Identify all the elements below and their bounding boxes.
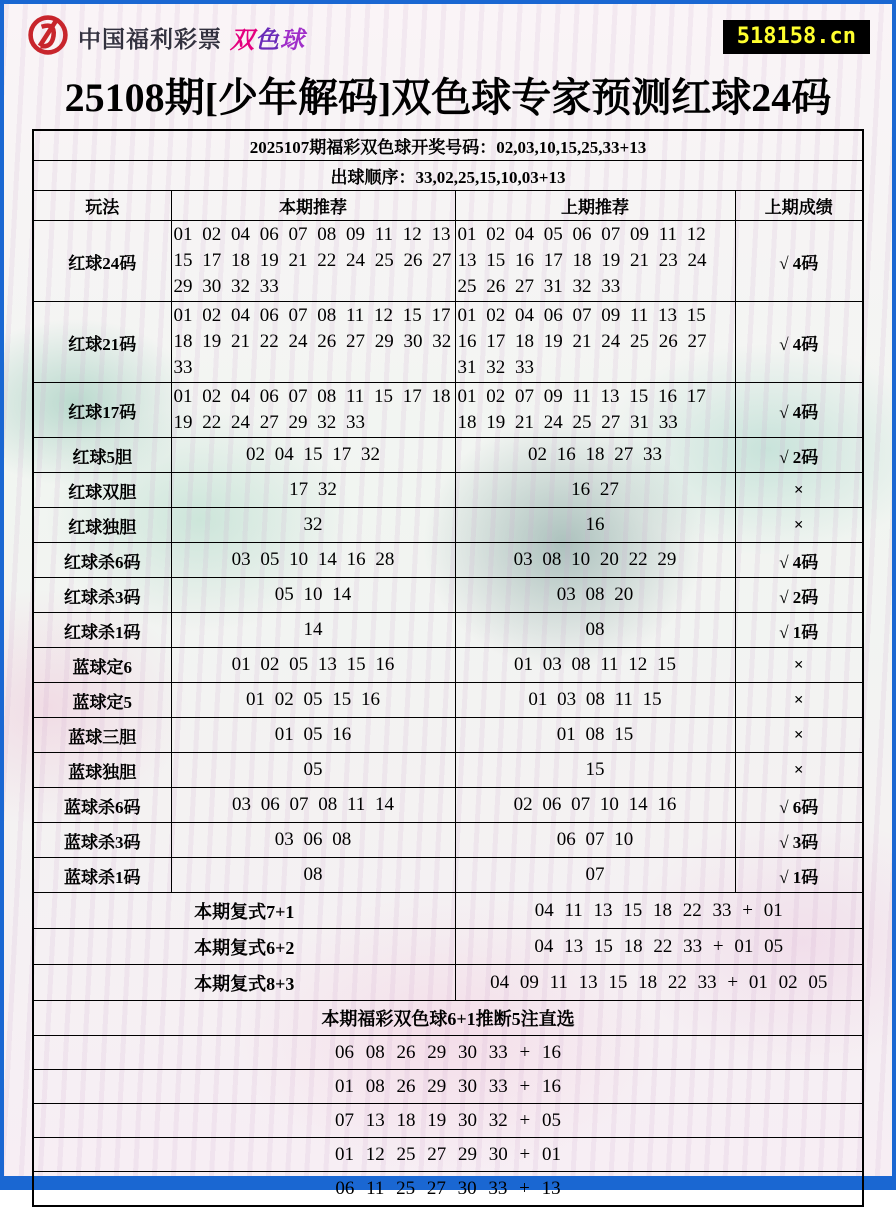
composite-value: 04 13 15 18 22 33 + 01 05 [455,929,863,965]
current-cell: 01 02 04 06 07 08 11 15 17 18 19 22 24 27 29 32 33 [171,383,455,438]
current-cell: 02 04 15 17 32 [171,438,455,473]
composite-value: 04 09 11 13 15 18 22 33 + 01 02 05 [455,965,863,1001]
previous-cell: 07 [455,858,735,893]
table-row [33,383,863,438]
previous-cell: 03 08 20 [455,578,735,613]
play-type-cell: 蓝球杀3码 [33,823,171,858]
play-type-cell: 蓝球定6 [33,648,171,683]
play-type-cell: 红球17码 [33,383,171,438]
play-type-cell: 红球双胆 [33,473,171,508]
result-cell: × [735,473,863,508]
table-row [33,613,863,648]
previous-cell: 02 06 07 10 14 16 [455,788,735,823]
result-cell: × [735,508,863,543]
result-cell: √ 6码 [735,788,863,823]
direct-numbers: 01 08 26 29 30 33 + 16 [33,1070,863,1104]
result-cell: × [735,753,863,788]
table-row [33,823,863,858]
header-previous: 上期推荐 [455,191,735,221]
direct-row [33,1138,863,1172]
composite-value: 04 11 13 15 18 22 33 + 01 [455,893,863,929]
composite-row [33,893,863,929]
current-cell: 05 [171,753,455,788]
draw-order-row [33,161,863,191]
table-row [33,543,863,578]
composite-row [33,965,863,1001]
table-row [33,753,863,788]
topbar [4,4,892,64]
direct-row [33,1036,863,1070]
previous-cell: 03 08 10 20 22 29 [455,543,735,578]
draw-result-row [33,130,863,161]
table-row [33,683,863,718]
play-type-cell: 蓝球杀1码 [33,858,171,893]
direct-numbers: 07 13 18 19 30 32 + 05 [33,1104,863,1138]
current-cell: 03 06 08 [171,823,455,858]
brand-char: 色 [255,26,280,54]
header-row [33,191,863,221]
current-cell: 03 06 07 08 11 14 [171,788,455,823]
result-cell: × [735,718,863,753]
logo-text: 中国福利彩票 [78,25,222,52]
result-cell: √ 4码 [735,383,863,438]
draw-order-text: 出球顺序：33,02,25,15,10,03+13 [33,161,863,191]
play-type-cell: 蓝球杀6码 [33,788,171,823]
result-cell: × [735,683,863,718]
previous-cell: 01 03 08 11 15 [455,683,735,718]
direct-numbers: 06 08 26 29 30 33 + 16 [33,1036,863,1070]
previous-cell: 06 07 10 [455,823,735,858]
current-cell: 17 32 [171,473,455,508]
result-cell: √ 1码 [735,613,863,648]
result-cell: × [735,648,863,683]
table-row [33,438,863,473]
play-type-cell: 红球杀6码 [33,543,171,578]
current-cell: 01 02 04 06 07 08 11 12 15 17 18 19 21 22 24 26 27 29 30 32 33 [171,302,455,383]
current-cell: 14 [171,613,455,648]
play-type-cell: 红球21码 [33,302,171,383]
composite-label: 本期复式7+1 [33,893,455,929]
header-current: 本期推荐 [171,191,455,221]
table-row [33,473,863,508]
previous-cell: 16 [455,508,735,543]
result-cell: √ 4码 [735,302,863,383]
prediction-table [32,129,864,1207]
composite-row [33,929,863,965]
site-badge[interactable]: 518158.cn [723,20,870,54]
table-row [33,718,863,753]
previous-cell: 02 16 18 27 33 [455,438,735,473]
direct-header-row [33,1001,863,1036]
result-cell: √ 3码 [735,823,863,858]
previous-cell: 08 [455,613,735,648]
play-type-cell: 蓝球定5 [33,683,171,718]
current-cell: 01 02 05 15 16 [171,683,455,718]
header-play-type: 玩法 [33,191,171,221]
current-cell: 03 05 10 14 16 28 [171,543,455,578]
result-cell: √ 2码 [735,578,863,613]
page-title: 25108期[少年解码]双色球专家预测红球24码 [64,75,832,120]
brand-char: 球 [280,26,305,54]
draw-result-text: 2025107期福彩双色球开奖号码：02,03,10,15,25,33+13 [33,130,863,161]
direct-row [33,1104,863,1138]
header-result: 上期成绩 [735,191,863,221]
table-row [33,788,863,823]
current-cell: 08 [171,858,455,893]
direct-numbers: 01 12 25 27 29 30 + 01 [33,1138,863,1172]
lottery-logo [26,13,305,62]
table-row [33,508,863,543]
play-type-cell: 红球5胆 [33,438,171,473]
current-cell: 01 05 16 [171,718,455,753]
previous-cell: 01 08 15 [455,718,735,753]
direct-numbers: 06 11 25 27 30 33 + 13 [33,1172,863,1207]
previous-cell: 01 03 08 11 12 15 [455,648,735,683]
composite-label: 本期复式8+3 [33,965,455,1001]
previous-cell: 15 [455,753,735,788]
result-cell: √ 1码 [735,858,863,893]
table-row [33,578,863,613]
previous-cell: 01 02 04 06 07 09 11 13 15 16 17 18 19 21 24 25 26 27 31 32 33 [455,302,735,383]
table-row [33,648,863,683]
welfare-lottery-icon [26,13,70,62]
result-cell: √ 4码 [735,543,863,578]
direct-row [33,1070,863,1104]
previous-cell: 16 27 [455,473,735,508]
result-cell: √ 4码 [735,221,863,302]
brand-text [230,20,305,55]
direct-row [33,1172,863,1207]
brand-char: 双 [230,26,255,54]
previous-cell: 01 02 07 09 11 13 15 16 17 18 19 21 24 25 27 31 33 [455,383,735,438]
table-row [33,858,863,893]
current-cell: 05 10 14 [171,578,455,613]
play-type-cell: 红球24码 [33,221,171,302]
composite-label: 本期复式6+2 [33,929,455,965]
direct-header-text: 本期福彩双色球6+1推断5注直选 [33,1001,863,1036]
play-type-cell: 红球独胆 [33,508,171,543]
play-type-cell: 蓝球三胆 [33,718,171,753]
play-type-cell: 蓝球独胆 [33,753,171,788]
result-cell: √ 2码 [735,438,863,473]
current-cell: 32 [171,508,455,543]
previous-cell: 01 02 04 05 06 07 09 11 12 13 15 16 17 18 19 21 23 24 25 26 27 31 32 33 [455,221,735,302]
table-row [33,302,863,383]
play-type-cell: 红球杀3码 [33,578,171,613]
current-cell: 01 02 04 06 07 08 09 11 12 13 15 17 18 19 21 22 24 25 26 27 29 30 32 33 [171,221,455,302]
table-row [33,221,863,302]
play-type-cell: 红球杀1码 [33,613,171,648]
current-cell: 01 02 05 13 15 16 [171,648,455,683]
